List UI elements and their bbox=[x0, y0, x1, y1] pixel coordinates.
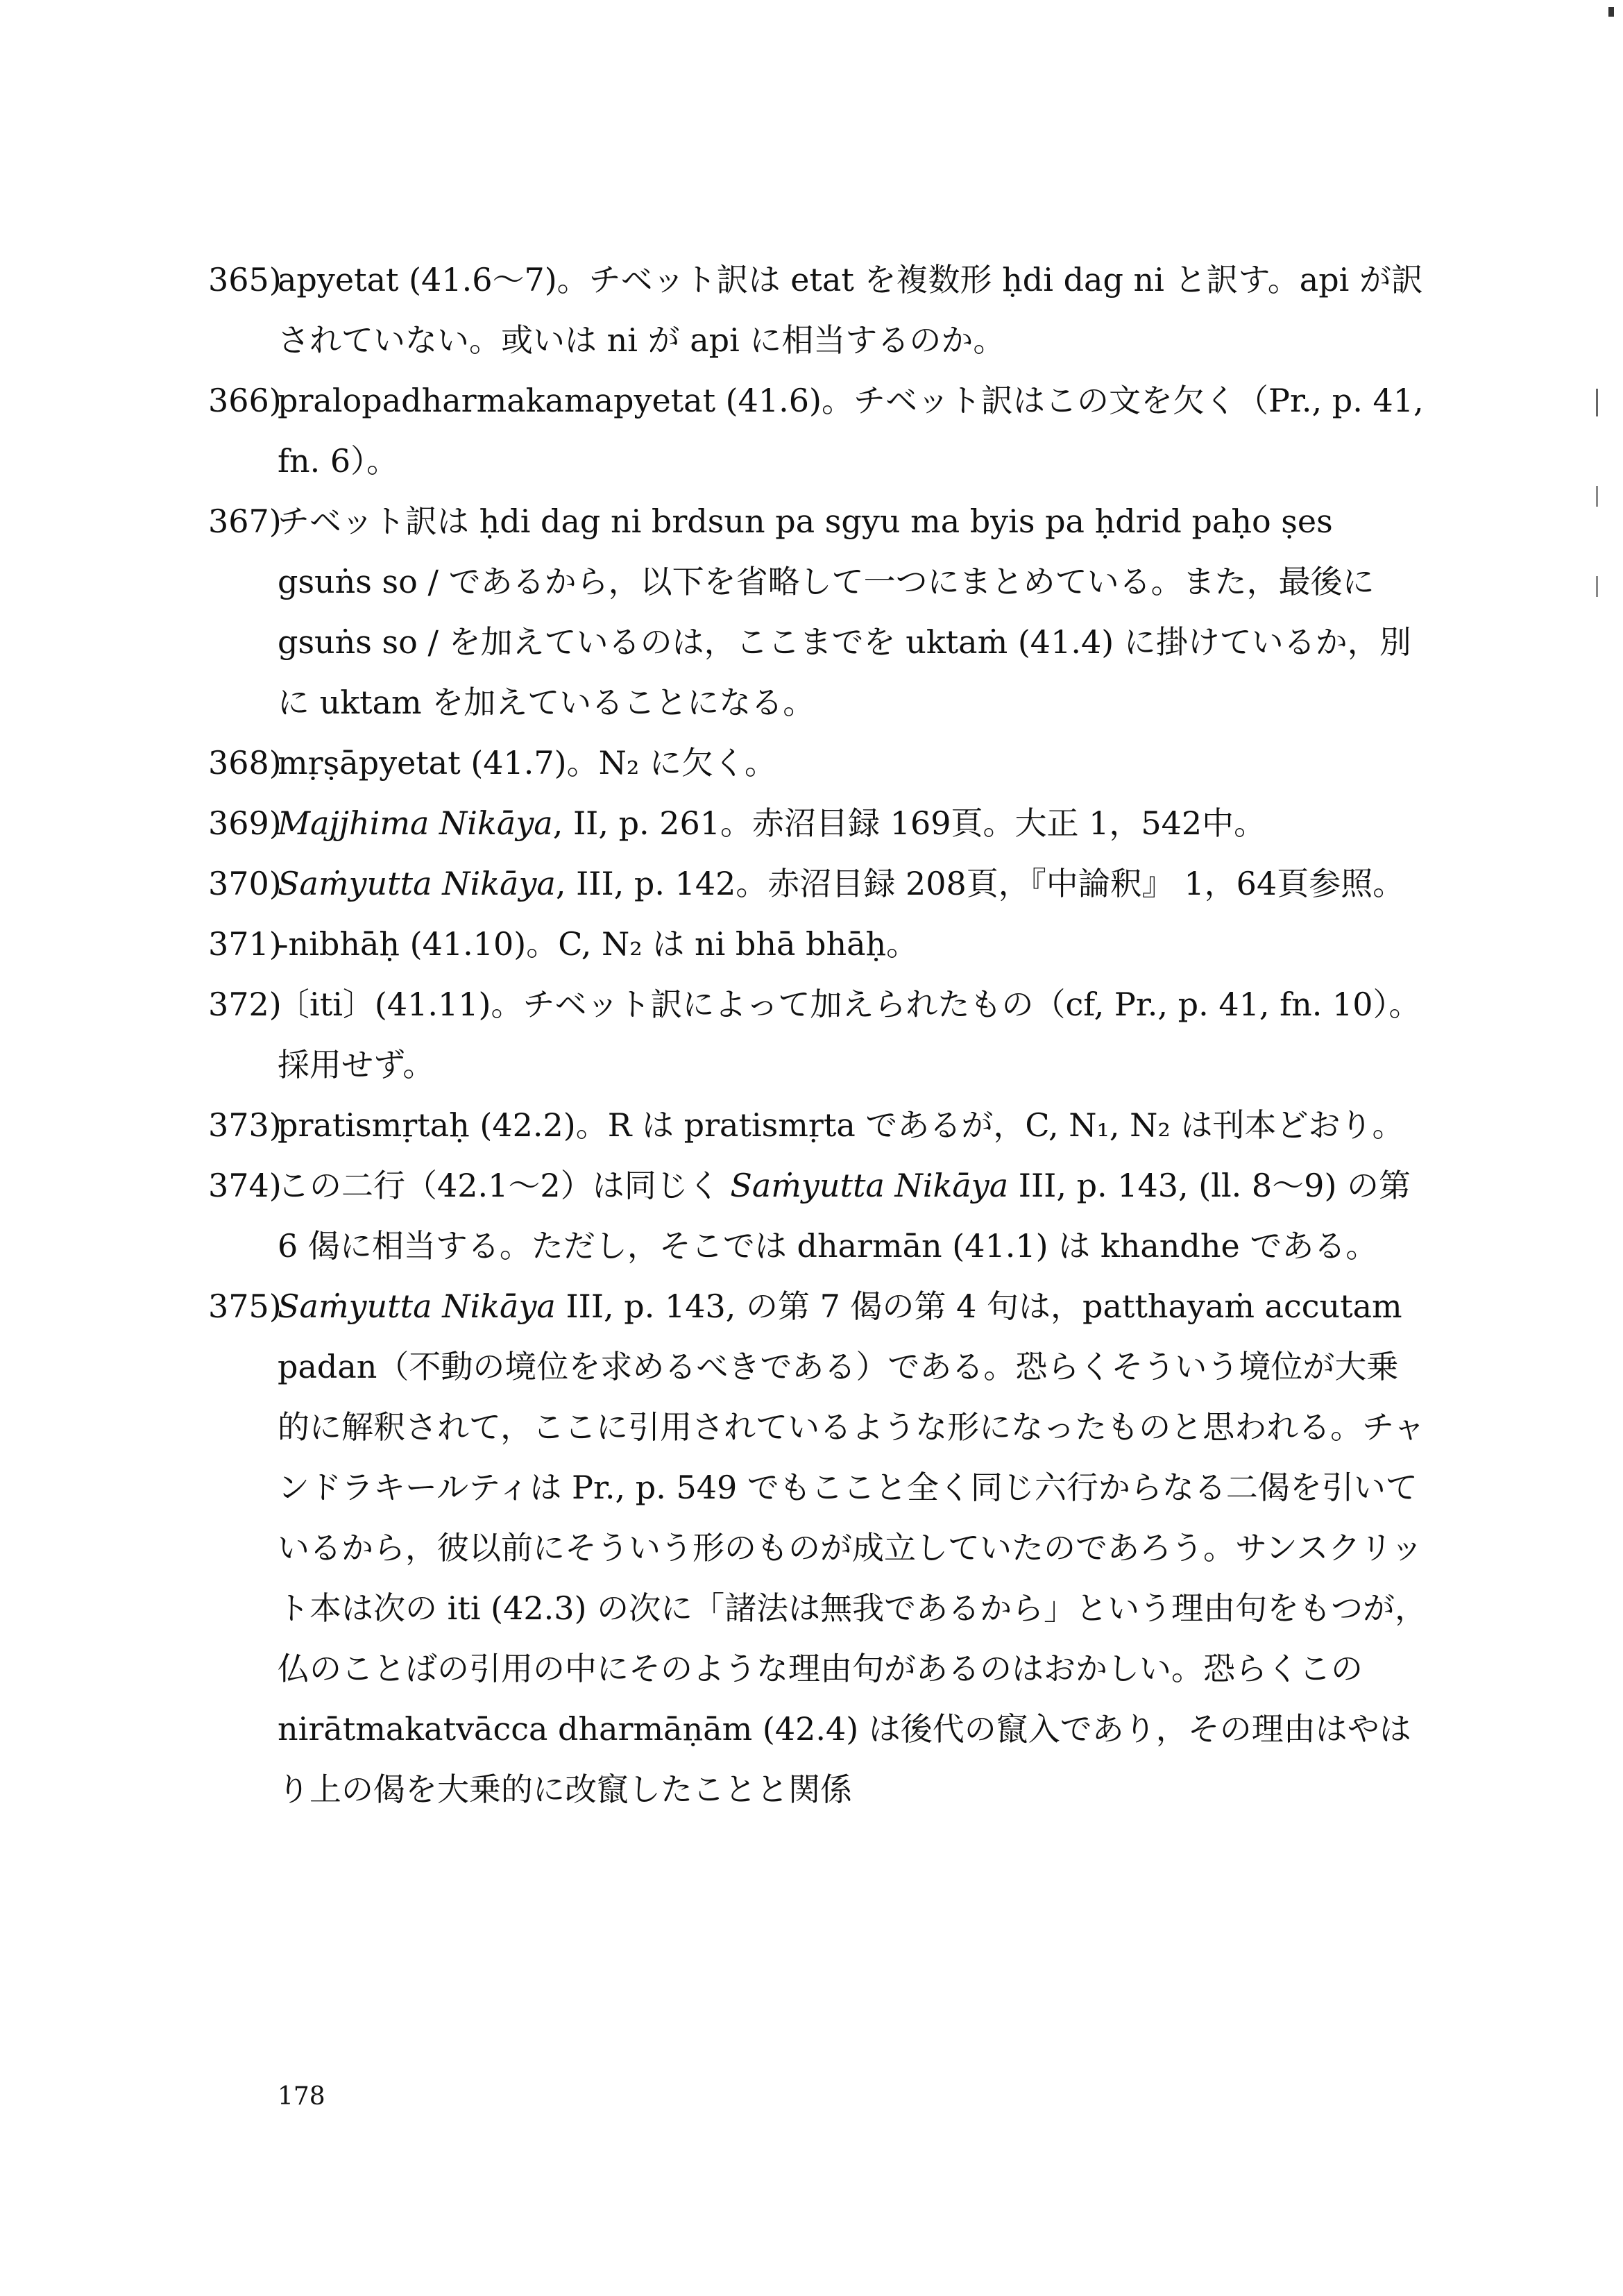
note-text: -nibhāḥ (41.10)。C, N₂ は ni bhā bhāḥ。 bbox=[278, 925, 919, 963]
note-text: Saṁyutta Nikāya III, p. 143, の第 7 偈の第 4 句は，patthayaṁ accutam padan（不動の境位を求めるべきである）である。恐らくそういう境位が大乗的に解釈されて，ここに引用されているような形になったものと思われる。チャンドラキールティは Pr., p. 549 でもここと全く同じ六行からなる二偈を引いているから，彼以前にそういう形のものが成立していたのであろう。サンスクリット本は次の iti (42.3) の次に「諸法は無我であるから」という理由句をもつが，仏のことばの引用の中にそのような理由句があるのはおかしい。恐らくこの nirātmakatvācca dharmāṇām (42.4) は後代の竄入であり，その理由はやはり上の偈を大乗的に改竄したことと関係 bbox=[278, 1288, 1427, 1808]
note-number: 370) bbox=[208, 865, 282, 902]
scan-mark bbox=[1608, 7, 1614, 17]
note-375 bbox=[208, 1276, 1429, 1820]
scan-mark bbox=[1596, 389, 1598, 416]
note-number: 367) bbox=[208, 503, 282, 540]
note-number: 369) bbox=[208, 804, 282, 842]
note-365 bbox=[208, 250, 1429, 371]
note-number: 366) bbox=[208, 382, 282, 419]
note-text: Majjhima Nikāya, II, p. 261。赤沼目録 169頁。大正 1，542中。 bbox=[278, 804, 1266, 842]
note-number: 365) bbox=[208, 261, 282, 298]
note-text: Saṁyutta Nikāya, III, p. 142。赤沼目録 208頁，『中論釈』 1，64頁参照。 bbox=[278, 865, 1405, 902]
note-text: チベット訳は ḥdi dag ni brdsun pa sgyu ma byis pa ḥdrid paḥo ṣes gsuṅs so / であるから，以下を省略して一つにまとめている。また，最後に gsuṅs so / を加えているのは，ここまでを uktaṁ (41.4) に掛けているか，別に uktam を加えていることになる。 bbox=[278, 503, 1411, 721]
note-368 bbox=[208, 733, 1429, 793]
page-number: 178 bbox=[278, 2082, 325, 2111]
endnotes-list bbox=[208, 250, 1429, 1820]
note-text: mṛṣāpyetat (41.7)。N₂ に欠く。 bbox=[278, 744, 777, 782]
note-text: 〔iti〕(41.11)。チベット訳によって加えられたもの（cf, Pr., p. 41, fn. 10）。採用せず。 bbox=[278, 986, 1421, 1083]
note-372 bbox=[208, 974, 1429, 1095]
note-371 bbox=[208, 914, 1429, 974]
note-369 bbox=[208, 793, 1429, 854]
note-text: この二行（42.1〜2）は同じく Saṁyutta Nikāya III, p. 143, (ll. 8〜9) の第 6 偈に相当する。ただし，そこでは dharmān (41.1) は khandhe である。 bbox=[278, 1167, 1411, 1265]
note-number: 368) bbox=[208, 744, 282, 782]
scan-mark bbox=[1596, 486, 1598, 507]
note-number: 371) bbox=[208, 925, 282, 963]
note-number: 372) bbox=[208, 986, 282, 1023]
note-number: 373) bbox=[208, 1106, 282, 1144]
note-370 bbox=[208, 854, 1429, 914]
note-367 bbox=[208, 491, 1429, 733]
note-text: apyetat (41.6〜7)。チベット訳は etat を複数形 ḥdi dag ni と訳す。api が訳されていない。或いは ni が api に相当するのか。 bbox=[278, 261, 1423, 359]
note-374 bbox=[208, 1156, 1429, 1276]
note-373 bbox=[208, 1095, 1429, 1156]
note-number: 375) bbox=[208, 1288, 282, 1325]
scan-mark bbox=[1596, 576, 1598, 597]
note-text: pralopadharmakamapyetat (41.6)。チベット訳はこの文を欠く（Pr., p. 41, fn. 6）。 bbox=[278, 382, 1424, 480]
note-number: 374) bbox=[208, 1167, 282, 1204]
note-366 bbox=[208, 371, 1429, 491]
note-text: pratismṛtaḥ (42.2)。R は pratismṛta であるが，C, N₁, N₂ は刊本どおり。 bbox=[278, 1106, 1404, 1144]
